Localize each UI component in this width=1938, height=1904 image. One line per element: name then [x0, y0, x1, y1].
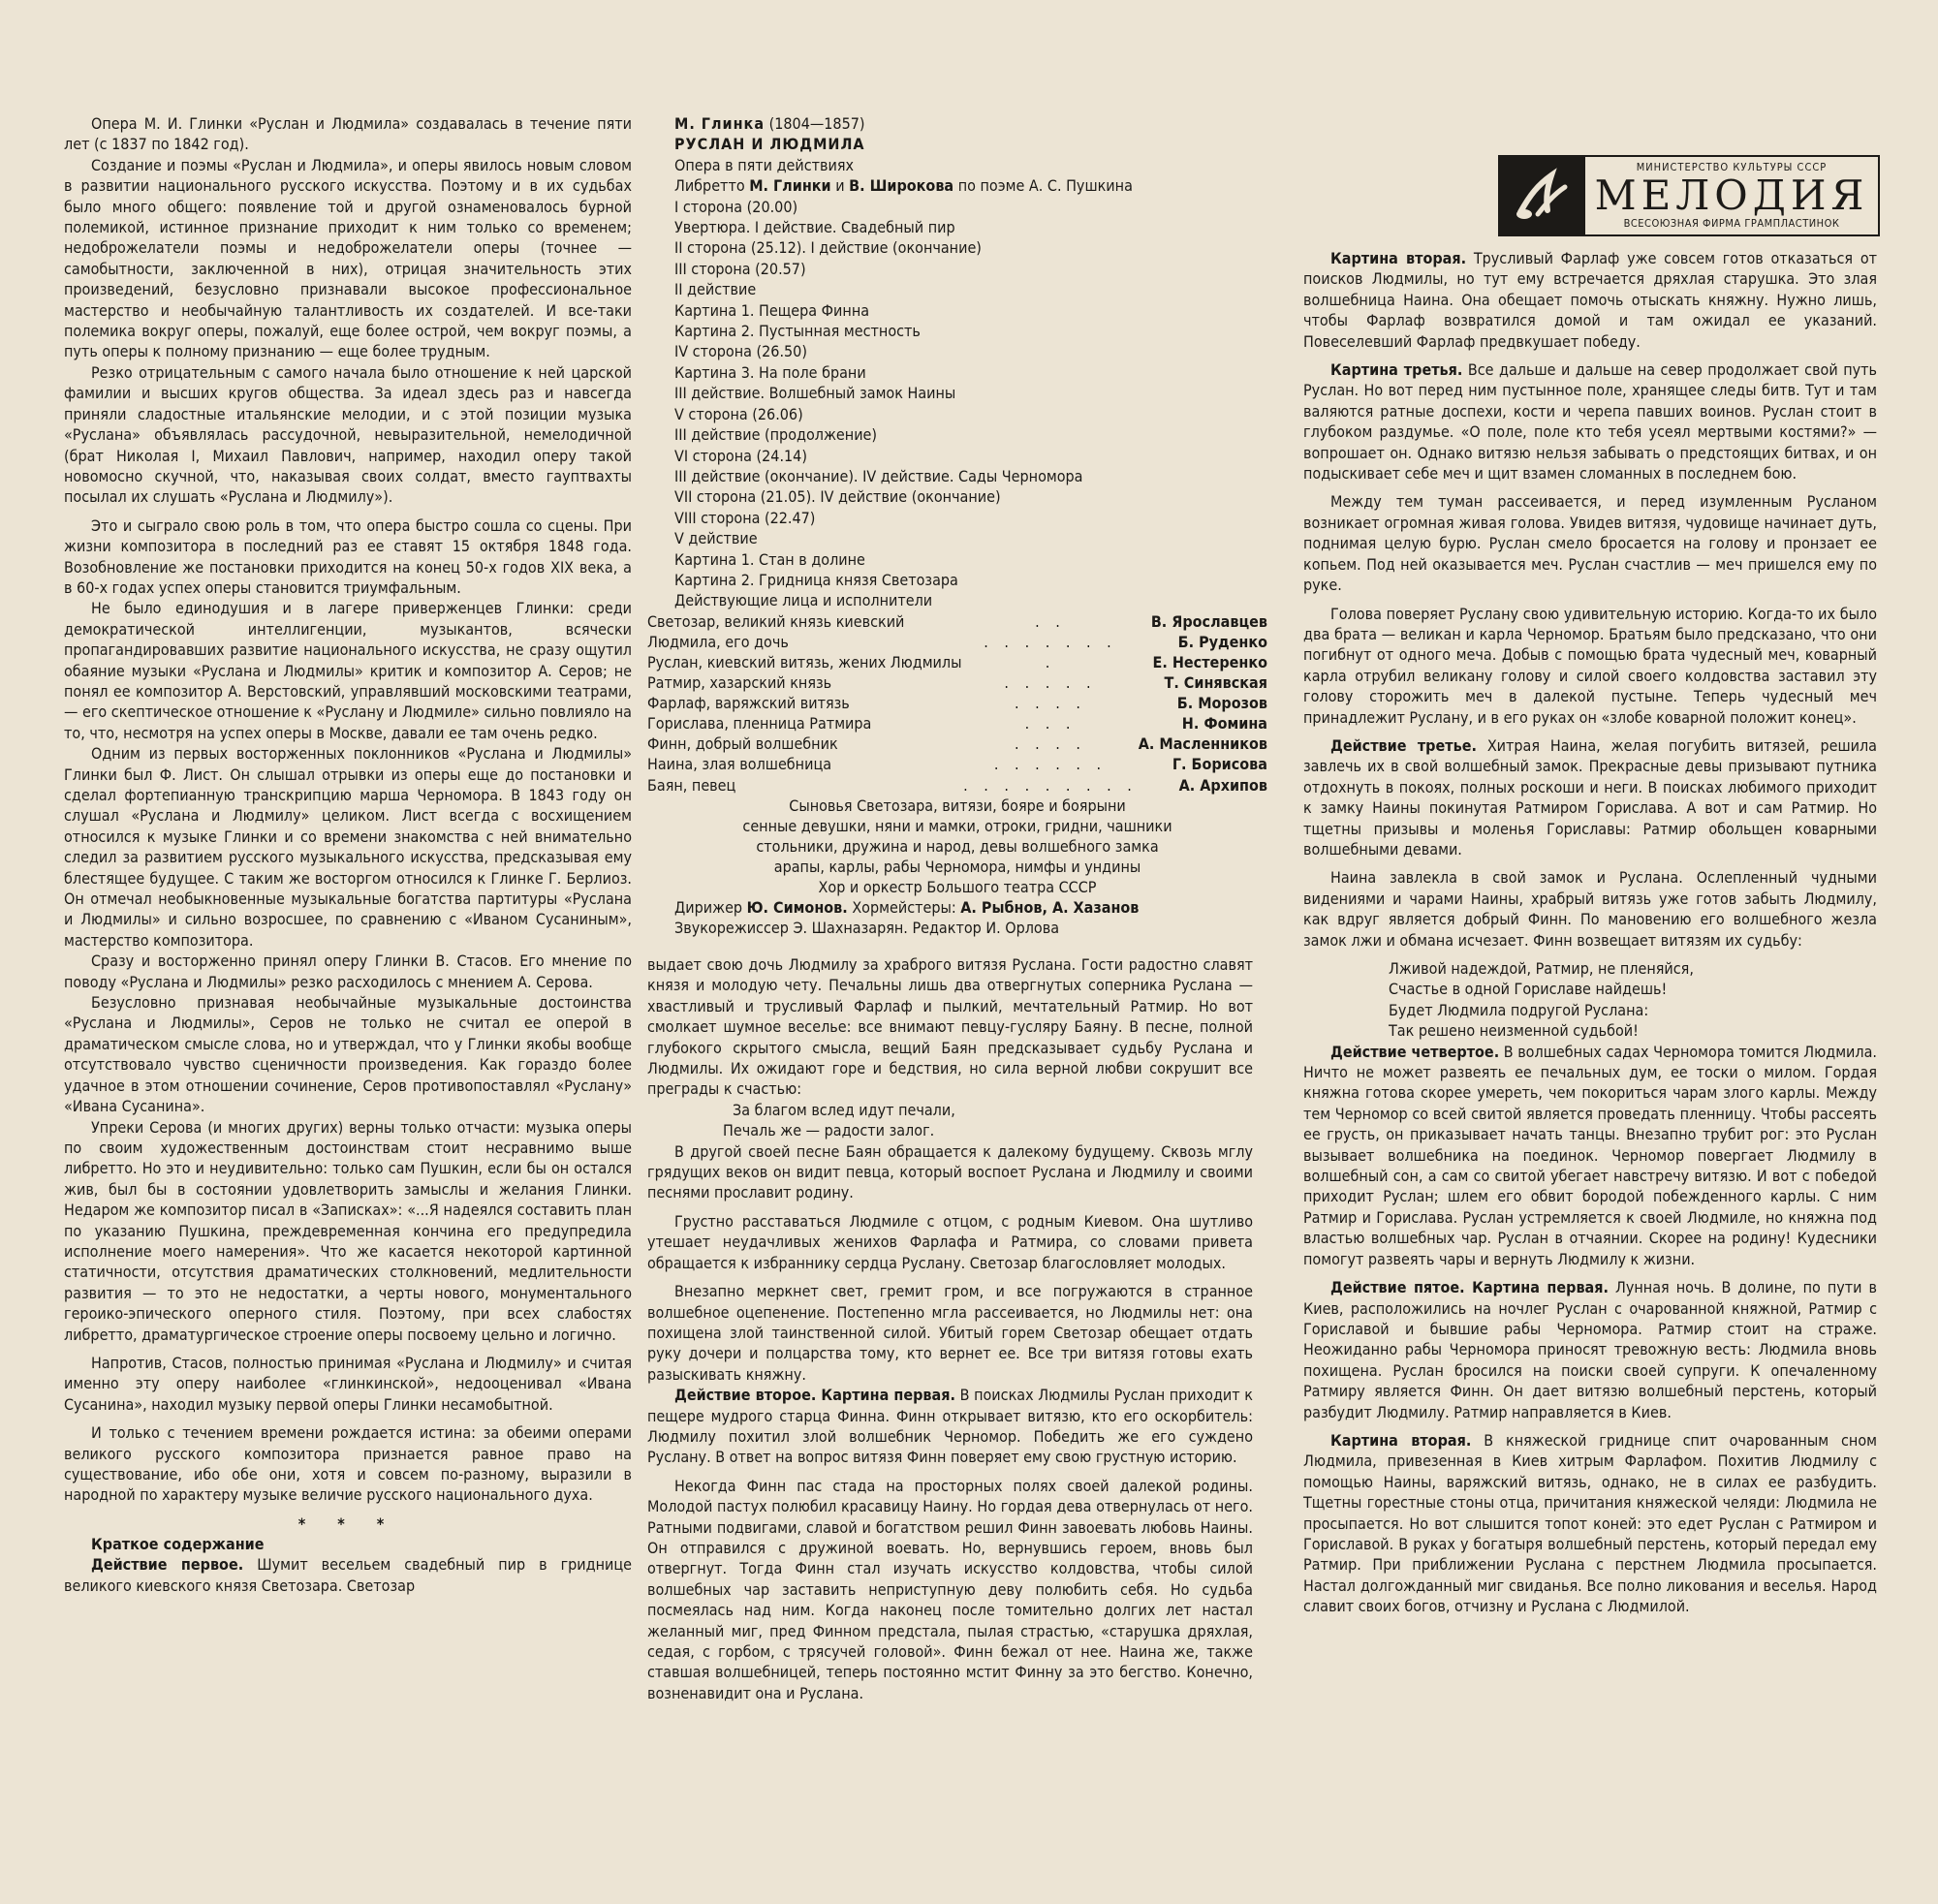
contents-line: III действие (окончание). IV действие. Сады Черномора [674, 466, 1083, 485]
cast-row [647, 754, 1267, 774]
contents-line: I сторона (20.00) [674, 197, 798, 216]
paragraph-gap [1303, 951, 1877, 958]
synopsis-paragraph: выдает свою дочь Людмилу за храброго витязя Руслана. Гости радостно славят князя и молодую чету. Печальны лишь два отвергнутых соперника Руслана — хвастливый и трусливый Фарлаф и пылкий, мечтательный Ратмир. Но вот смолкает шумное веселье: все внимают певцу-гусляру Баяну. В песне, полной глубокого скрытого смысла, вещий Баян предсказывает судьбу Руслана и Людмилы. Их ожидают горе и бедствия, но сила верной любви сокрушит все преграды к счастью: [647, 955, 1253, 1099]
contents-line: VII сторона (21.05). IV действие (окончание) [674, 487, 1001, 507]
cast-row [647, 632, 1267, 652]
libretto-author: В. Широкова [849, 176, 954, 196]
conductor-line [647, 897, 1267, 918]
conductor-name: Ю. Симонов. [746, 898, 848, 918]
cast-singer: Т. Синявская [1164, 673, 1267, 693]
paragraph-gap [1303, 1617, 1877, 1625]
act2-text: В поисках Людмилы Руслан приходит к пещере мудрого старца Финна. Финн открывает витязю, кто его оскорбитель: Людмилу похитил злой волшебник Черномор. Победить же его суждено Руслану. В ответ на вопрос витязя Финн поверяет ему свою грустную историю. [647, 1386, 1254, 1467]
chorus-line: Сыновья Светозара, витязи, бояре и боярыни [789, 796, 1126, 815]
synopsis-paragraph: Грустно расставаться Людмиле с отцом, с родным Киевом. Она шутливо утешает неудачливых женихов Фарлафа и Ратмира, со словами привета обращается к избраннику сердца Руслану. Светозар благословляет молодых. [647, 1211, 1253, 1272]
paragraph-gap [1303, 1422, 1877, 1430]
cast-row [647, 611, 1267, 632]
synopsis-paragraph [1303, 248, 1877, 352]
verse-line: Так решено неизменной судьбой! [1389, 1021, 1639, 1041]
synopsis-column-right [1303, 248, 1877, 1625]
scene-label: Картина третья. [1330, 360, 1463, 380]
cast-singer: Б. Морозов [1176, 694, 1267, 713]
intro-paragraph: Упреки Серова (и многих других) верны только отчасти: музыка оперы по своим художественным достоинствам стоит несравнимо выше либретто. Но это и неудивительно: только сам Пушкин, если бы он остался жив, был бы в состоянии удовлетворить замыслы и желания Глинки. Недаром же композитор писал в «Записках»: «...Я надеялся составить план по указанию Пушкина, преждевременная кончина его предупредила исполнение моего намерения». Что же касается некоторой картинной статичности, отсутствия драматических столкновений, медлительности развития — то это не недостатки, а черты нового, монументального героико-эпического оперного стиля. Поэтому, при всех слабостях либретто, драматургическое строение оперы посвоему цельно и логично. [64, 1117, 632, 1344]
contents-line: Увертюра. I действие. Свадебный пир [674, 218, 955, 237]
chorus-masters: А. Рыбнов, А. Хазанов [960, 898, 1140, 918]
contents-line: Картина 3. На поле брани [674, 362, 866, 382]
intro-paragraph: Напротив, Стасов, полностью принимая «Руслана и Людмилу» и считая именно эту оперу наиболее «глинкинской», недооценивал «Ивана Сусанина», находил музыку первой оперы Глинки несамобытной. [64, 1353, 632, 1414]
cast-dots: . . . . . . . . . [963, 775, 1138, 795]
cast-role: Ратмир, хазарский князь [647, 673, 832, 693]
contents-line: Картина 1. Пещера Финна [674, 300, 870, 320]
contents-line: II действие [674, 280, 757, 299]
cast-dots: . . . . [1014, 694, 1086, 713]
cast-role: Финн, добрый волшебник [647, 734, 838, 754]
intro-paragraph: Резко отрицательным с самого начала было отношение к ней царской фамилии и высших кругов общества. За идеал здесь раз и навсегда приняли сладостные итальянские мелодии, и с этой позиции музыка «Руслана» объявлялась рассудочной, невыразительной, немелодичной (брат Николая I, Михаил Павлович, например, находил оперу такой новомосно скучной, что, наказывая своих солдат, вместо гауптвахты посылал их слушать «Руслана и Людмилу»). [64, 362, 632, 507]
verse-line: Печаль же — радости залог. [723, 1121, 935, 1140]
libretto-line [647, 175, 1267, 196]
melodiya-logo [1498, 155, 1880, 236]
scene-label: Картина вторая. [1330, 1430, 1472, 1450]
scene-text: Голова поверяет Руслану свою удивительную историю. Когда-то их было два брата — великан и карла Черномор. Братьям было предсказано, что они погибнут от одного меча. Добыв с помощью брата чудесный меч, коварный карла отрубил великану голову и силой своего колдовства заставил эту голову сторожить меч в далекой пустыне. Теперь чудесный меч принадлежит Руслану, и в его руках он «злобе коварной положит конец». [1303, 604, 1877, 727]
cast-dots: . . . . . [1004, 673, 1097, 693]
synopsis-column-middle [647, 954, 1253, 1703]
intro-paragraph: Создание и поэмы «Руслан и Людмила», и оперы явилось новым словом в развитии национального русского искусства. Поэтому и в их судьбах было много общего: появление той и другой ознаменовалось бурной полемикой, истинное признание приходит к ним только со временем; недоброжелатели поэмы и недоброжелатели оперы (точнее — самобытности, заключенной в них), отрицая значительность этих произведений, безусловно признавали высокое профессиональное мастерство и необычайную талантливость их создателей. И все-таки полемика вокруг оперы, пожалуй, еще более острой, чем вокруг поэмы, а путь оперы к полному признанию — еще более трудным. [64, 155, 632, 361]
scene-text: В волшебных садах Черномора томится Людмила. Ничто не может развеять ее печальных дум, ее тоски о милом. Гордая княжна готова скорее умереть, чем покориться чарам злого карлы. Между тем Черномор со всей свитой является проведать пленницу. Чтобы рассеять ее грусть, он приказывает начать танцы. Внезапно трубит рог: это Руслан вызывает волшебника на поединок. Черномор повергает Людмилу в волшебный сон, а сам со свитой убегает навстречу витязю. И вот с победой приходит Руслан; шлем его обвит бородой побежденного карлы. С ним Ратмир и Горислава. Руслан устремляется к своей Людмиле, но княжна под властью волшебных чар. Руслан в отчаянии. Скорее на родину! Кудесники помогут развеять чары и вернуть Людмилу к жизни. [1303, 1042, 1877, 1268]
libretto-and: и [835, 176, 845, 196]
intro-paragraph: Одним из первых восторженных поклонников «Руслана и Людмилы» Глинки был Ф. Лист. Он слышал отрывки из оперы еще до постановки и сделал фортепианную транскрипцию марша Черномора. В 1843 году он слушал «Руслана и Людмилу» целиком. Лист всегда с восхищением относился к музыке Глинки и со времени знакомства с ней внимательно следил за развитием русского музыкального искусства, предсказывая ему блестящее будущее. С таким же восторгом относился к Глинке Г. Берлиоз. Он отмечал необыкновенные музыкальные богатства партитуры «Руслана и Людмилы» и сильно возросшее, по сравнению с «Иваном Сусаниным», мастерство композитора. [64, 744, 632, 950]
chorus-masters-label: Хормейстеры: [852, 898, 956, 918]
intro-paragraph: Сразу и восторженно принял оперу Глинки В. Стасов. Его мнение по поводу «Руслана и Людмилы» резко расходилось с мнением А. Серова. [64, 952, 632, 991]
cast-dots: . . . . [1014, 734, 1086, 754]
cast-table [647, 611, 1267, 796]
cast-row [647, 693, 1267, 713]
cast-singer: Н. Фомина [1181, 714, 1267, 734]
cast-role: Наина, злая волшебница [647, 755, 832, 774]
cast-role: Руслан, киевский витязь, жених Людмилы [647, 652, 962, 671]
synopsis-paragraph [1303, 359, 1877, 484]
scene-text: Все дальше и дальше на север продолжает свой путь Руслан. Но вот перед ним пустынное поле, хранящее следы битв. Тут и там валяются ратные доспехи, кости и черепа павших воинов. Руслан стоит в глубоком раздумье. «О поле, поле кто тебя усеял мертвыми костями?» — вопрошает он. Однако витязю нельзя забывать о предстоящих битвах, и он подыскивает себе меч и щит взамен сломанных в последнем бою. [1303, 360, 1877, 484]
ministry-text: МИНИСТЕРСТВО КУЛЬТУРЫ СССР [1636, 161, 1828, 173]
intro-paragraph: Это и сыграло свою роль в том, что опера быстро сошла со сцены. При жизни композитора в последний раз ее ставят 15 октября 1848 года. Возобновление же постановки приходится на конец 50-х годов XIX века, а в 60-х годах успех оперы становится триумфальным. [64, 515, 632, 597]
cast-role: Людмила, его дочь [647, 632, 789, 651]
contents-line: II сторона (25.12). I действие (окончание) [674, 238, 982, 258]
synopsis-paragraph: Некогда Финн пас стада на просторных полях своей далекой родины. Молодой пастух полюбил красавицу Наину. Но гордая дева отвернулась от него. Ратными подвигами, славой и богатством решил Финн завоевать любовь Наины. Он отправился с дружиной воевать. Но, вернувшись героем, вновь был отвергнут. Тогда Финн стал изучать искусство колдовства, чтобы силой волшебных чар заставить неприступную деву полюбить себя. Но судьба посмеялась над ним. Когда наконец после томительно долгих лет настал желанный миг, пред Финном предстала, пылая страстью, «старушка дряхлая, седая, с горбом, с трясучей головой». Финн бежал от нее. Наина же, также ставшая волшебницей, теперь постоянно мстит Финну за это бегство. Конечно, возненавидит она и Руслана. [647, 1476, 1253, 1702]
verse-line: Лживой надеждой, Ратмир, не пленяйся, [1389, 959, 1694, 978]
scene-text: Хитрая Наина, желая погубить витязей, решила завлечь их в свой волшебный замок. Прекрасные девы призывают путника отдохнуть в покоях, полных роскоши и неги. В поисках любимого приходит к замку Наины покинутая Ратмиром Горислава. А вот и сам Ратмир. Но тщетны призывы и моленья Гориславы: Ратмир обольщен коварными волшебными девами. [1303, 735, 1877, 858]
cast-singer: А. Архипов [1178, 775, 1267, 795]
cast-row [647, 713, 1267, 734]
contents-line: V действие [674, 529, 758, 548]
chorus-line: арапы, карлы, рабы Черномора, нимфы и ундины [773, 857, 1141, 876]
summary-act1 [64, 1554, 632, 1596]
chorus-line: сенные девушки, няни и мамки, отроки, гридни, чашники [742, 816, 1172, 835]
synopsis-paragraph [1303, 1277, 1877, 1422]
logo-text [1585, 157, 1878, 234]
melodiya-logo-icon [1500, 157, 1585, 234]
scene-text: Лунная ночь. В долине, по пути в Киев, расположились на ночлег Руслан с очарованной княжной, Ратмир с Гориславой и бывшие рабы Черномора. Ратмир стоит на страже. Неожиданно рабы Черномора приносят тревожную весть: Людмила вновь похищена. Руслан бросился на поиски своей супруги. К опечаленному Ратмиру является Финн. Он дает витязю волшебный перстень, который разбудит Людмилу. Ратмир направляется в Киев. [1303, 1278, 1878, 1421]
chorus-list [647, 796, 1267, 897]
synopsis-paragraph: Внезапно меркнет свет, гремит гром, и все погружаются в странное волшебное оцепенение. Постепенно мгла рассеивается, но Людмилы нет: она похищена злой таинственной силой. Убитый горем Светозар обещает отдать руку дочери и полцарства тому, кто вернет ее. Все три витязя готовы ехать разыскивать княжну. [647, 1282, 1253, 1384]
contents-line: Действующие лица и исполнители [674, 591, 933, 610]
cast-row [647, 652, 1267, 672]
opera-title: РУСЛАН И ЛЮДМИЛА [674, 135, 865, 154]
cast-role: Баян, певец [647, 775, 736, 795]
cast-role: Фарлаф, варяжский витязь [647, 694, 850, 713]
synopsis-paragraph [1303, 867, 1877, 951]
scene-label: Действие четвертое. [1330, 1042, 1500, 1061]
cast-dots: . . [1035, 611, 1066, 631]
contents-line: VI сторона (24.14) [674, 446, 807, 465]
brand-name: МЕЛОДИЯ [1594, 172, 1869, 219]
synopsis-blocks [1303, 1042, 1877, 1625]
act1-label: Действие первое. [91, 1555, 244, 1575]
contents-line: Картина 2. Гридница князя Светозара [674, 570, 958, 589]
paragraph-gap [1303, 859, 1877, 867]
scene-label: Действие пятое. Картина первая. [1330, 1278, 1609, 1297]
finn-prophecy-verse [1303, 958, 1877, 1042]
contents-line: V сторона (26.06) [674, 404, 803, 423]
cast-role: Светозар, великий князь киевский [647, 611, 905, 631]
cast-dots: . . . [1024, 714, 1077, 734]
synopsis-blocks [1303, 248, 1877, 958]
libretto-suffix: по поэме А. С. Пушкина [957, 176, 1133, 196]
conductor-label: Дирижер [674, 898, 743, 918]
scene-text: Наина завлекла в свой замок и Руслана. Ослепленный чудными видениями и чарами Наины, храбрый витязь уже готов забыть Людмилу, как вдруг является добрый Финн. По мановению его волшебного жезла замок лжи и обмана исчезает. Финн возвещает витязям их судьбу: [1303, 868, 1877, 950]
intro-paragraph: Опера М. И. Глинки «Руслан и Людмила» создавалась в течение пяти лет (с 1837 по 1842 год). [64, 114, 632, 154]
contents-line: Картина 2. Пустынная местность [674, 322, 921, 341]
act1-text: Шумит весельем свадебный пир в гриднице великого киевского князя Светозара. Светозар [64, 1555, 633, 1595]
libretto-author: М. Глинки [749, 176, 831, 196]
chorus-line: Хор и оркестр Большого театра СССР [818, 877, 1097, 896]
contents-line: VIII сторона (22.47) [674, 508, 816, 527]
cast-singer: В. Ярославцев [1150, 611, 1267, 631]
cast-singer: Г. Борисова [1172, 755, 1267, 774]
scene-text: В княжеской гриднице спит очарованным сном Людмила, привезенная в Киев хитрым Фарлафом. Похитив Людмилу с помощью Наины, варяжский витязь, однако, не в силах ее разбудить. Тщетны горестные стоны отца, причитания княжеской челяди: Людмила не просыпается. Но вот слышится топот коней: это едет Руслан с Ратмиром и Гориславой. В руках у богатыря волшебный перстень, который передал ему Ратмир. При приближении Руслана с перстнем Людмила просыпается. Настал долгожданный миг свиданья. Все полно ликования и веселья. Народ славит своих богов, отчизну и Руслана с Людмилой. [1303, 1430, 1877, 1616]
verse-line: Счастье в одной Гориславе найдешь! [1389, 980, 1668, 999]
scene-text: Между тем туман рассеивается, и перед изумленным Русланом возникает огромная живая голова. Увидев витязя, чудовище начинает дуть, поднимая целую бурю. Руслан смело бросается на голову и пронзает ее копьем. Под ней оказывается меч. Руслан счастлив — меч пришелся ему по руке. [1303, 492, 1877, 595]
cast-singer: Б. Руденко [1177, 632, 1267, 651]
cast-row [647, 672, 1267, 693]
scene-label: Картина вторая. [1330, 249, 1467, 267]
synopsis-paragraph [1303, 1042, 1877, 1269]
cast-role: Горислава, пленница Ратмира [647, 714, 872, 734]
paragraph-gap [1303, 1269, 1877, 1277]
contents-line: Картина 1. Стан в долине [674, 549, 865, 569]
composer-name: М. Глинка [674, 114, 766, 133]
intro-paragraph: И только с течением времени рождается истина: за обеими операми великого русского композитора признается равное право на существование, ибо обе они, хотя и совсем по-разному, выразили в народной по характеру музыке величие русского национального духа. [64, 1423, 632, 1505]
contents-line: III действие (продолжение) [674, 425, 878, 445]
synopsis-paragraph [1303, 491, 1877, 595]
synopsis-paragraph: В другой своей песне Баян обращается к далекому будущему. Сквозь мглу грядущих веков он видит певца, который воспоет Руслана и Людмилу и своими песнями прославит родину. [647, 1141, 1253, 1202]
contents-line: IV сторона (26.50) [674, 342, 807, 361]
credits-header [647, 113, 1267, 939]
cast-dots: . . . . . . . [984, 632, 1117, 651]
cast-dots: . . . . . . [993, 755, 1108, 774]
paragraph-gap [1303, 352, 1877, 359]
intro-column [64, 113, 632, 1596]
verse-line: За благом вслед идут печали, [733, 1100, 955, 1119]
paragraph-gap [1303, 596, 1877, 604]
scene-text: Трусливый Фарлаф уже совсем готов отказаться от поисков Людмилы, но тут ему встречается дряхлая старушка. Это злая волшебница Наина. Она обещает помочь отыскать княжну. Нужно лишь, чтобы Фарлаф возвратился домой и там ожидал ее указаний. Повеселевший Фарлаф предвкушает победу. [1303, 249, 1877, 351]
paragraph-gap [1303, 728, 1877, 735]
firm-text: ВСЕСОЮЗНАЯ ФИРМА ГРАМПЛАСТИНОК [1623, 217, 1840, 230]
paragraph-gap [1303, 484, 1877, 491]
cast-singer: Е. Нестеренко [1152, 652, 1267, 671]
intro-paragraph: Не было единодушия и в лагере приверженцев Глинки: среди демократической интеллигенции, музыкантов, всячески пропагандировавших развитие национального искусства, не сразу ощутил обаяние музыки «Руслана и Людмилы» критик и композитор А. Серов; не понял ее композитор А. Верстовский, управлявший московскими театрами, — его скептическое отношение к «Руслану и Людмиле» сильно повлияло на то, что, несмотря на успех оперы в Москве, давали ее там очень редко. [64, 599, 632, 742]
composer-line [647, 113, 1267, 134]
composer-years: (1804—1857) [768, 114, 865, 133]
section-divider: * * * [297, 1514, 398, 1533]
intro-paragraph: Безусловно признавая необычайные музыкальные достоинства «Руслана и Людмилы», Серов не только не считал ее оперой в драматическом смысле слова, но и утверждал, что у Глинки якобы вообще отсутствовало чувство сценичности произведения. Как гораздо более удачное в этом отношении сочинение, Серов противопоставлял «Руслану» «Ивана Сусанина». [64, 993, 632, 1116]
act2-label: Действие второе. Картина первая. [674, 1386, 955, 1405]
contents-line: III действие. Волшебный замок Наины [674, 384, 956, 403]
synopsis-paragraph [1303, 604, 1877, 728]
chorus-line: стольники, дружина и народ, девы волшебного замка [756, 836, 1159, 856]
synopsis-act2 [647, 1385, 1253, 1468]
synopsis-paragraph [1303, 1430, 1877, 1617]
scene-label: Действие третье. [1330, 735, 1477, 755]
side-contents-list [647, 197, 1267, 611]
synopsis-paragraph [1303, 735, 1877, 859]
cast-dots: . [1045, 652, 1056, 671]
contents-line: III сторона (20.57) [674, 259, 806, 278]
opera-subtitle: Опера в пяти действиях [674, 155, 855, 174]
summary-title: Краткое содержание [91, 1534, 265, 1553]
libretto-prefix: Либретто [674, 176, 745, 196]
cast-row [647, 775, 1267, 796]
cast-row [647, 734, 1267, 754]
verse-line: Будет Людмила подругой Руслана: [1389, 1000, 1649, 1019]
production-credits: Звукорежиссер Э. Шахназарян. Редактор И. Орлова [674, 919, 1060, 938]
cast-singer: А. Масленников [1138, 734, 1267, 754]
